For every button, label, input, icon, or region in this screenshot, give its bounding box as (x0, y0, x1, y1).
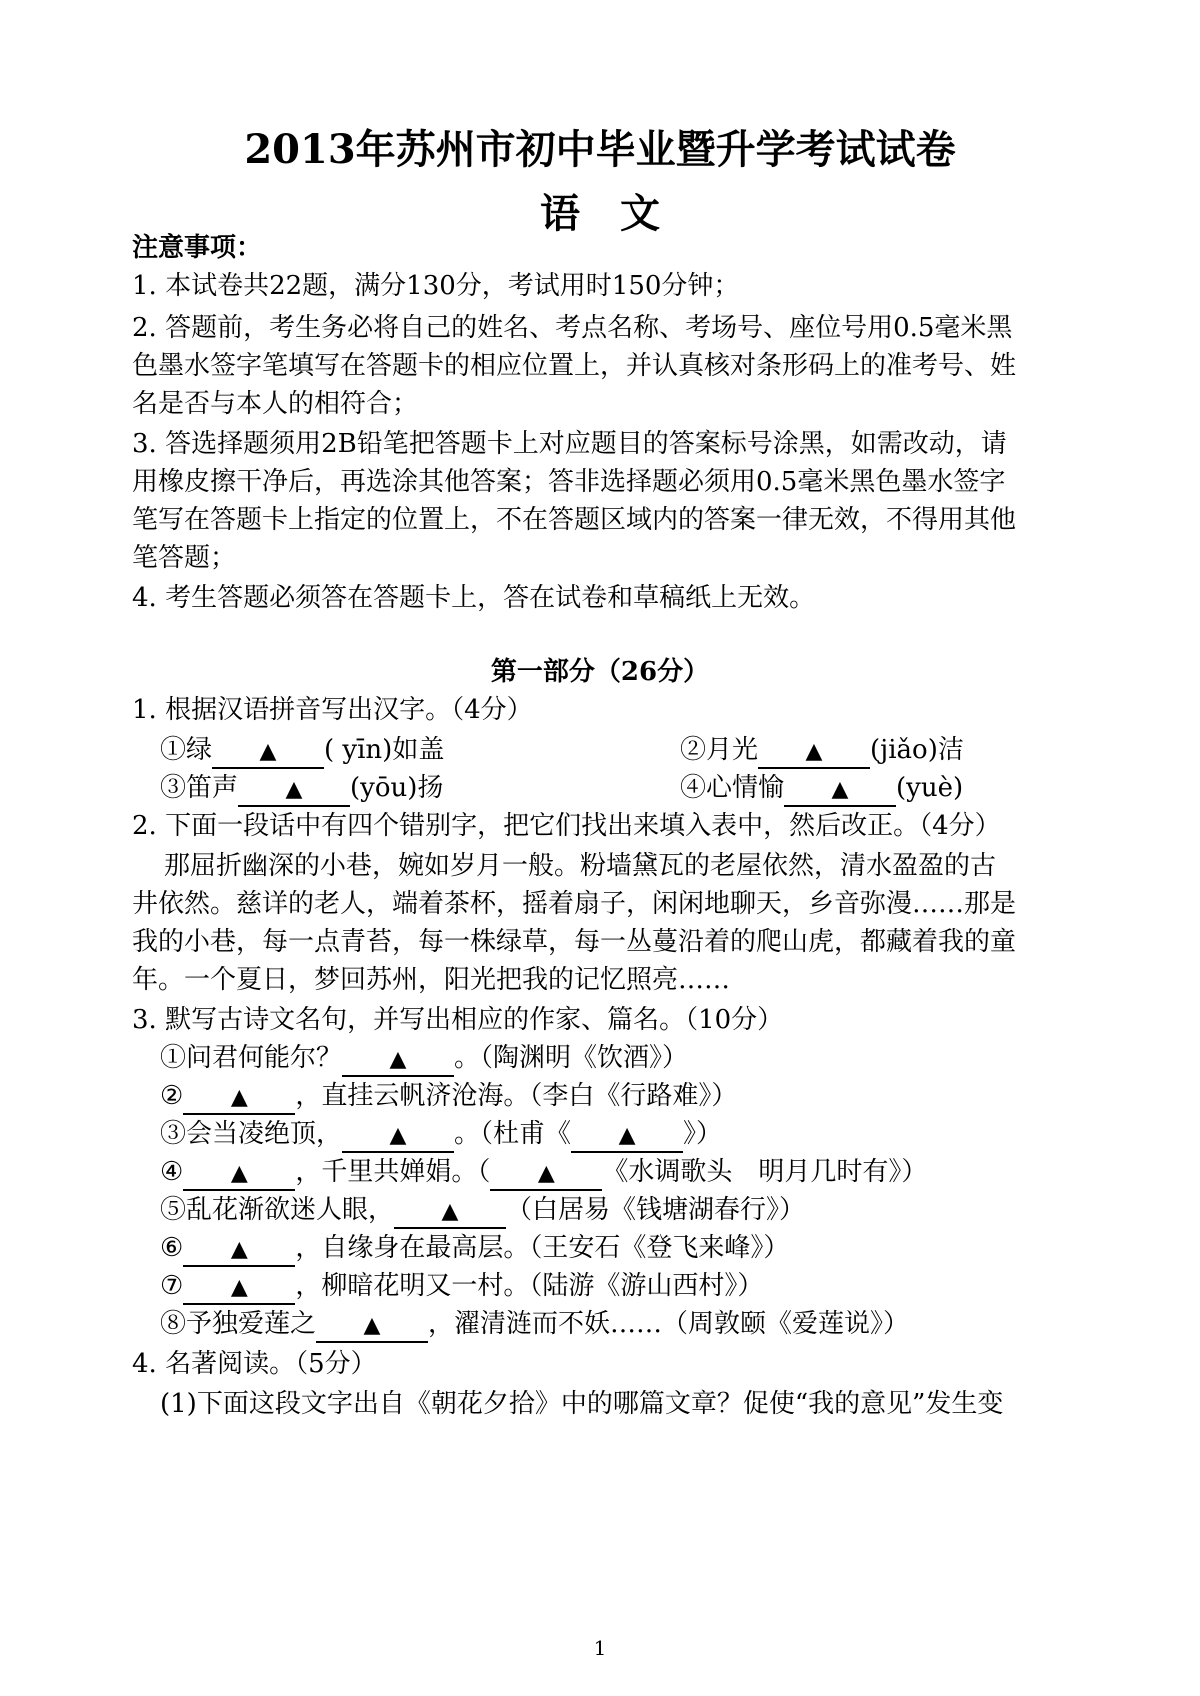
triangle-mark-icon: ▲ (363, 1313, 381, 1338)
answer-blank[interactable] (183, 1271, 295, 1305)
q3-item: ⑦ ▲ ，柳暗花明又一村。（陆游《游山西村》） (160, 1266, 1110, 1306)
subject-title: 语 文 (540, 190, 660, 237)
q1-item: ③笛声 ▲ (yōu)扬 ④心情愉 ▲ (yuè) (160, 768, 1110, 808)
notice-line: 名是否与本人的相符合； (132, 389, 419, 419)
q3-item: ③会当凌绝顶， ▲ 。（杜甫《 ▲ 》） (160, 1114, 1110, 1154)
answer-blank[interactable] (212, 735, 324, 769)
triangle-mark-icon: ▲ (805, 739, 823, 764)
answer-blank[interactable] (183, 1081, 295, 1115)
q4-sub1: (1)下面这段文字出自《朝花夕拾》中的哪篇文章？促使“我的意见”发生变 (160, 1389, 1004, 1419)
q1-item: ①绿 ▲ ( yīn)如盖 ②月光 ▲ (jiǎo)洁 (160, 730, 1110, 770)
triangle-mark-icon: ▲ (441, 1199, 459, 1224)
triangle-mark-icon: ▲ (259, 739, 277, 764)
notice-line: 1. 本试卷共22题，满分130分，考试用时150分钟； (132, 271, 740, 301)
triangle-mark-icon: ▲ (285, 777, 303, 802)
notice-line: 4. 考生答题必须答在答题卡上，答在试卷和草稿纸上无效。 (132, 583, 816, 613)
notice-heading: 注意事项： (132, 233, 263, 263)
exam-title: 2013年苏州市初中毕业暨升学考试试卷 (244, 126, 956, 173)
answer-blank[interactable] (183, 1157, 295, 1191)
notice-line: 色墨水签字笔填写在答题卡的相应位置上，并认真核对条形码上的准考号、姓 (132, 351, 1017, 381)
q3-item: ⑥ ▲ ，自缘身在最高层。（王安石《登飞来峰》） (160, 1228, 1110, 1268)
triangle-mark-icon: ▲ (230, 1275, 248, 1300)
answer-blank[interactable] (758, 735, 870, 769)
answer-blank[interactable] (394, 1195, 506, 1229)
passage-line: 年。一个夏日，梦回苏州，阳光把我的记忆照亮…… (132, 965, 731, 995)
triangle-mark-icon: ▲ (389, 1123, 407, 1148)
answer-blank[interactable] (784, 773, 896, 807)
q3-item: ② ▲ ，直挂云帆济沧海。（李白《行路难》） (160, 1076, 1110, 1116)
passage-line: 井依然。慈详的老人，端着茶杯，摇着扇子，闲闲地聊天，乡音弥漫……那是 (132, 889, 1017, 919)
passage-line: 那屈折幽深的小巷，婉如岁月一般。粉墙黛瓦的老屋依然，清水盈盈的古 (164, 851, 997, 881)
answer-blank[interactable] (342, 1043, 454, 1077)
answer-blank[interactable] (238, 773, 350, 807)
answer-blank[interactable] (571, 1119, 683, 1153)
page-number: 1 (593, 1636, 607, 1660)
question-2-stem: 2. 下面一段话中有四个错别字，把它们找出来填入表中，然后改正。（4分） (132, 811, 1001, 841)
section-heading: 第一部分（26分） (490, 657, 710, 687)
notice-line: 3. 答选择题须用2B铅笔把答题卡上对应题目的答案标号涂黑，如需改动，请 (132, 429, 1007, 459)
answer-blank[interactable] (342, 1119, 454, 1153)
passage-line: 我的小巷，每一点青苔，每一株绿草，每一丛蔓沿着的爬山虎，都藏着我的童 (132, 927, 1017, 957)
triangle-mark-icon: ▲ (230, 1161, 248, 1186)
triangle-mark-icon: ▲ (618, 1123, 636, 1148)
triangle-mark-icon: ▲ (537, 1161, 555, 1186)
notice-line: 笔答题； (132, 543, 237, 573)
triangle-mark-icon: ▲ (230, 1237, 248, 1262)
question-1-stem: 1. 根据汉语拼音写出汉字。（4分） (132, 695, 533, 725)
answer-blank[interactable] (490, 1157, 602, 1191)
notice-line: 用橡皮擦干净后，再选涂其他答案；答非选择题必须用0.5毫米黑色墨水签字 (132, 467, 1006, 497)
q3-item: ①问君何能尔？ ▲ 。（陶渊明《饮酒》） (160, 1038, 1110, 1078)
triangle-mark-icon: ▲ (230, 1085, 248, 1110)
answer-blank[interactable] (183, 1233, 295, 1267)
notice-line: 2. 答题前，考生务必将自己的姓名、考点名称、考场号、座位号用0.5毫米黑 (132, 313, 1013, 343)
q3-item: ⑧予独爱莲之 ▲ ，濯清涟而不妖……（周敦颐《爱莲说》） (160, 1304, 1110, 1344)
triangle-mark-icon: ▲ (389, 1047, 407, 1072)
answer-blank[interactable] (316, 1309, 428, 1343)
question-3-stem: 3. 默写古诗文名句，并写出相应的作家、篇名。（10分） (132, 1005, 784, 1035)
q3-item: ⑤乱花渐欲迷人眼， ▲ （白居易《钱塘湖春行》） (160, 1190, 1110, 1230)
triangle-mark-icon: ▲ (831, 777, 849, 802)
q3-item: ④ ▲ ，千里共婵娟。（ ▲ 《水调歌头 明月几时有》） (160, 1152, 1110, 1192)
notice-line: 笔写在答题卡上指定的位置上，不在答题区域内的答案一律无效，不得用其他 (132, 505, 1017, 535)
question-4-stem: 4. 名著阅读。（5分） (132, 1349, 377, 1379)
